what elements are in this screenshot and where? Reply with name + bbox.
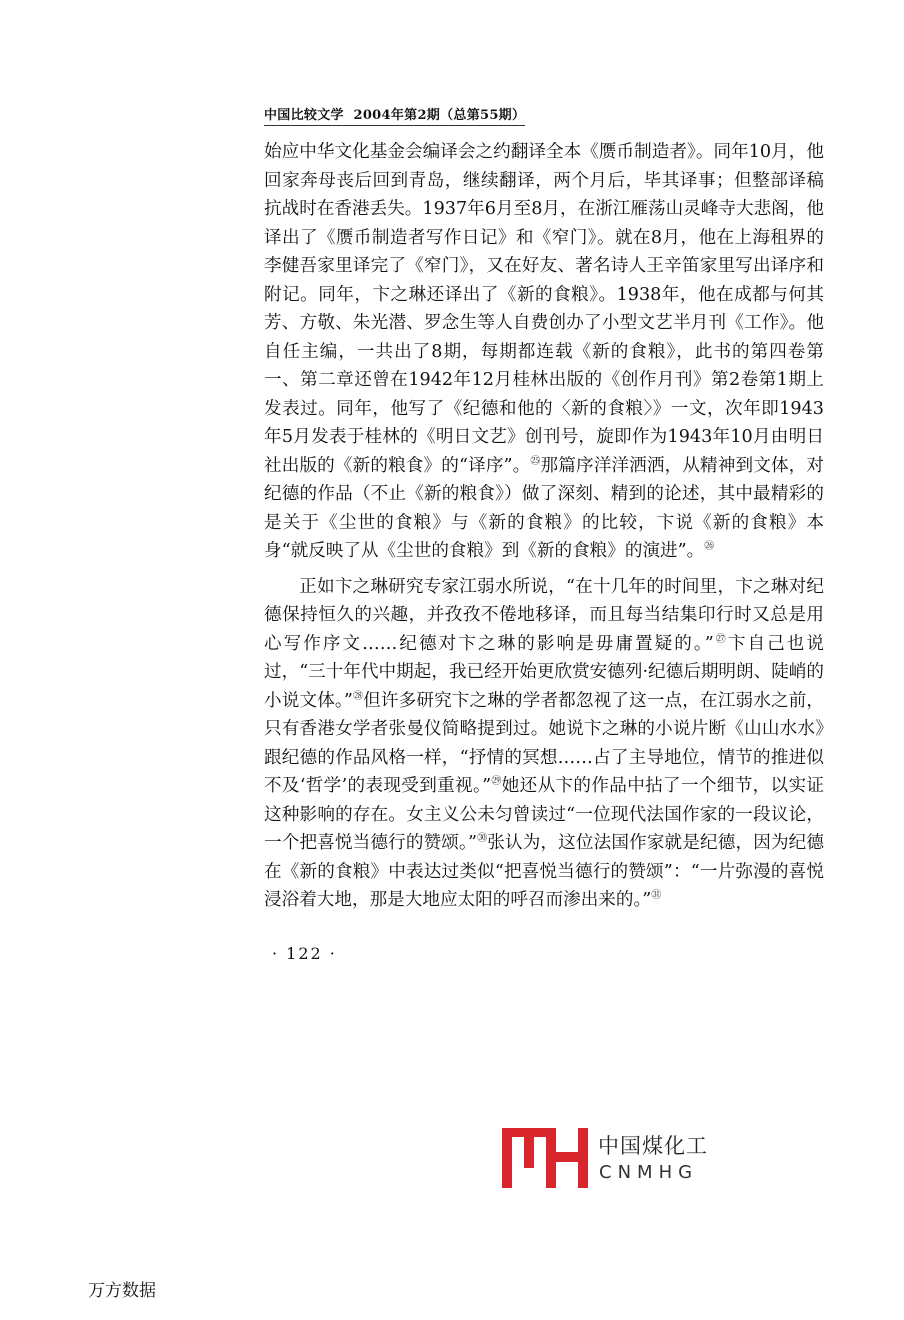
logo-chinese-name: 中国煤化工 bbox=[598, 1134, 708, 1158]
text-segment: 张认为，这位法国作家就是纪德，因为纪德在《新的食粮》中表达过类似“把喜悦当德行的赞颂”：“一片弥漫的喜悦浸浴着大地，那是大地应太阳的呼召而渗出来的。” bbox=[264, 833, 824, 910]
paragraph-2 bbox=[264, 573, 824, 915]
journal-title: 中国比较文学 bbox=[264, 108, 344, 123]
running-header bbox=[264, 104, 525, 126]
footnote-marker: ㉗ bbox=[713, 633, 728, 645]
article-body bbox=[264, 138, 824, 915]
publisher-logo bbox=[502, 1128, 722, 1192]
footnote-marker: ㉚ bbox=[476, 833, 488, 845]
footnote-marker: ㉘ bbox=[352, 690, 364, 702]
paragraph-1 bbox=[264, 138, 824, 566]
text-segment: 她还从卞的作品中拈了一个细节，以实证这种影响的存在。女主义公未匀曾读过“一位现代法国作家的一段议论，一个把喜悦当德行的赞颂。” bbox=[264, 776, 824, 853]
issue-info: 2004年第2期（总第55期） bbox=[353, 108, 526, 123]
page-number: · 122 · bbox=[272, 944, 337, 963]
text-segment: 正如卞之琳研究专家江弱水所说，“在十几年的时间里，卞之琳对纪德保持恒久的兴趣，并孜孜不倦地移译，而且每当结集印行时又总是用心写作序文……纪德对卞之琳的影响是毋庸置疑的。” bbox=[264, 576, 824, 654]
text-segment: 始应中华文化基金会编译会之约翻译全本《赝币制造者》。同年10月，他回家奔母丧后回到青岛，继续翻译，两个月后，毕其译事；但整部译稿抗战时在香港丢失。1937年6月至8月，在浙江雁荡山灵峰寺大悲阁，他译出了《赝币制造者写作日记》和《窄门》。就在8月，他在上海租界的李健吾家里译完了《窄门》，又在好友、著名诗人王辛笛家里写出译序和附记。同年，卞之琳还译出了《新的食粮》。1938年，他在成都与何其芳、方敬、朱光潜、罗念生等人自费创办了小型文艺半月刊《工作》。他自任主编，一共出了8期，每期都连载《新的食粮》，此书的第四卷第一、第二章还曾在1942年12月桂林出版的《创作月刊》第2卷第1期上发表过。同年，他写了《纪德和他的〈新的食粮〉》一文，次年即1943年5月发表于桂林的《明日文艺》创刊号，旋即作为1943年10月由明日社出版的《新的粮食》的“译序”。 bbox=[264, 142, 824, 476]
footnote-marker: ㉕ bbox=[530, 455, 541, 467]
footnote-marker: ㉛ bbox=[651, 890, 662, 902]
text-segment: 那篇序洋洋洒洒，从精神到文体，对纪德的作品（不止《新的粮食》）做了深刻、精到的论述，其中最精彩的是关于《尘世的食粮》与《新的食粮》的比较，卞说《新的食粮》本身“就反映了从《尘世的食粮》到《新的食粮》的演进”。 bbox=[264, 455, 824, 561]
footnote-marker: ㉙ bbox=[491, 776, 502, 788]
mh-logo-icon bbox=[502, 1128, 592, 1190]
logo-english-name: CNMHG bbox=[599, 1162, 699, 1183]
text-segment: 卞自己也说过，“三十年代中期起，我已经开始更欣赏安德列·纪德后期明朗、陡峭的小说文体。” bbox=[264, 633, 824, 711]
wanfang-watermark: 万方数据 bbox=[88, 1281, 156, 1301]
text-segment: 但许多研究卞之琳的学者都忽视了这一点，在江弱水之前，只有香港女学者张曼仪简略提到过。她说卞之琳的小说片断《山山水水》跟纪德的作品风格一样，“抒情的冥想……占了主导地位，情节的推进似不及‘哲学’的表现受到重视。” bbox=[264, 690, 824, 796]
footnote-marker: ㉖ bbox=[704, 541, 715, 553]
